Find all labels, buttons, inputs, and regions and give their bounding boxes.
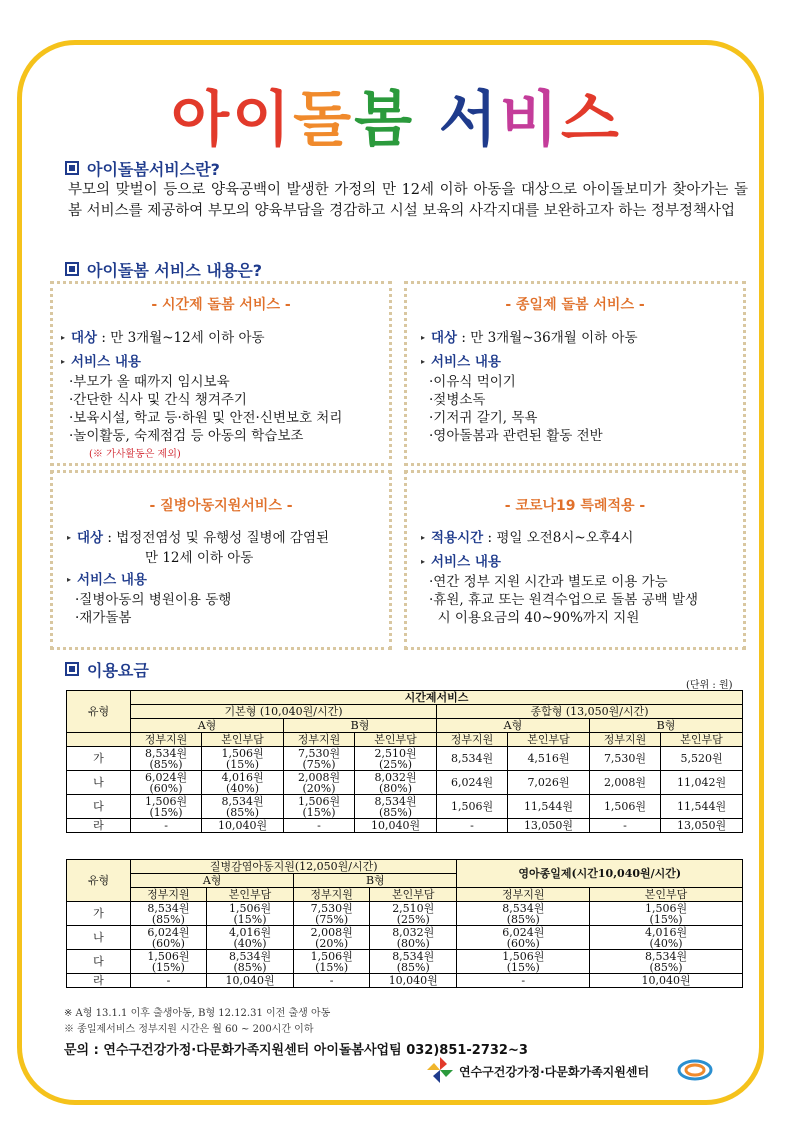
sick-infant-fee-table: [66, 859, 743, 988]
row-type-label: 가: [67, 747, 131, 771]
fee-cell: -: [589, 819, 660, 833]
type-a-header: A형: [131, 874, 294, 888]
covid-special-box: [404, 470, 746, 650]
fee-cell: -: [457, 974, 590, 988]
fee-cell: 2,008원: [589, 771, 660, 795]
service-label: 서비스 내용: [431, 554, 501, 570]
fee-cell: 6,024원 (60%): [457, 926, 590, 950]
intro-paragraph: 부모의 맞벌이 등으로 양육공백이 발생한 가정의 만 12세 이하 아동을 대상으로 아이돌보미가 찾아가는 돌봄 서비스를 제공하여 부모의 양육부담을 경감하고 시설 보육의 사각지대를 보완하고자 하는 정부정책사업: [68, 182, 748, 219]
gov-support-header: 정부지원: [436, 733, 507, 747]
hourly-care-box: [50, 281, 392, 466]
table-row: [67, 771, 743, 795]
triangle-bullet-icon: ▸: [61, 333, 66, 342]
target-label: 대상: [71, 330, 98, 346]
table-row: [67, 926, 743, 950]
fee-cell: 6,024원: [436, 771, 507, 795]
fee-cell: 8,534원 (85%): [206, 950, 293, 974]
page-title: [0, 85, 793, 155]
list-item: ·연간 정부 지원 시간과 별도로 이용 가능: [429, 574, 668, 590]
row-type-label: 다: [67, 795, 131, 819]
list-item: ·영아돌봄과 관련된 활동 전반: [429, 428, 603, 444]
row-type-label: 라: [67, 819, 131, 833]
fee-cell: 7,026원: [508, 771, 590, 795]
fee-cell: 10,040원: [590, 974, 743, 988]
type-header: 유형: [67, 860, 131, 902]
unit-label: (단위 : 원): [686, 680, 733, 691]
fee-cell: 1,506원: [436, 795, 507, 819]
fee-cell: 10,040원: [202, 819, 284, 833]
fee-cell: -: [283, 819, 354, 833]
pinwheel-logo-icon: [425, 1055, 455, 1085]
fee-cell: 8,534원 (85%): [590, 950, 743, 974]
type-a-header: A형: [131, 719, 284, 733]
triangle-bullet-icon: ▸: [61, 357, 66, 366]
fee-cell: 2,008원 (20%): [283, 771, 354, 795]
section-heading-text: 아이돌봄서비스란?: [87, 160, 220, 179]
list-item: ·부모가 올 때까지 임시보육: [69, 374, 230, 390]
list-item: 시 이용요금의 40~90%까지 지원: [429, 610, 640, 626]
list-item: ·휴원, 휴교 또는 원격수업으로 돌봄 공백 발생: [429, 592, 699, 608]
table-row: [67, 902, 743, 926]
fee-cell: 1,506원 (15%): [294, 950, 370, 974]
fee-cell: 4,016원 (40%): [206, 926, 293, 950]
type-b-header: B형: [283, 719, 436, 733]
target-label: 대상: [77, 530, 104, 546]
gov-support-header: 정부지원: [131, 888, 207, 902]
fee-cell: 1,506원 (15%): [457, 950, 590, 974]
gov-support-header: 정부지원: [457, 888, 590, 902]
fee-cell: 1,506원 (15%): [206, 902, 293, 926]
fee-cell: 7,530원: [589, 747, 660, 771]
fee-cell: 1,506원 (15%): [131, 795, 202, 819]
box-title: - 종일제 돌봄 서비스 -: [505, 297, 645, 313]
list-item: ·기저귀 갈기, 목욕: [429, 410, 538, 426]
type-b-header: B형: [589, 719, 742, 733]
target-text: : 만 3개월~12세 이하 아동: [101, 330, 265, 346]
triangle-bullet-icon: ▸: [421, 557, 426, 566]
title-char: 봄: [354, 85, 416, 155]
table-row: [67, 819, 743, 833]
self-pay-header: 본인부담: [206, 888, 293, 902]
fee-cell: 11,544원: [661, 795, 743, 819]
center-logo: [425, 1055, 725, 1085]
fee-cell: 2,510원 (25%): [355, 747, 437, 771]
triangle-bullet-icon: ▸: [67, 575, 72, 584]
box-title: - 질병아동지원서비스 -: [149, 498, 293, 514]
title-char: 이: [232, 85, 294, 155]
fee-cell: 8,032원 (80%): [355, 771, 437, 795]
fee-cell: 8,534원: [436, 747, 507, 771]
list-item: ·젖병소독: [429, 392, 486, 408]
type-a-header: A형: [436, 719, 589, 733]
table-row: [67, 747, 743, 771]
square-bullet-icon: [65, 161, 79, 175]
section-heading-text: 아이돌봄 서비스 내용은?: [87, 261, 262, 280]
infant-fullday-header: 영아종일제(시간10,040원/시간): [457, 860, 743, 888]
fee-cell: 7,530원 (75%): [294, 902, 370, 926]
support-hours-note: ※ 종일제서비스 정부지원 시간은 월 60 ~ 200시간 이하: [64, 1024, 314, 1035]
fee-cell: 11,544원: [508, 795, 590, 819]
table-row: [67, 795, 743, 819]
fee-cell: 13,050원: [508, 819, 590, 833]
fee-cell: 4,016원 (40%): [590, 926, 743, 950]
sick-child-header: 질병감염아동지원(12,050원/시간): [131, 860, 457, 874]
type-header: 유형: [67, 691, 131, 733]
target-text: : 법정전염성 및 유행성 질병에 감염된: [107, 530, 330, 546]
table-row: [67, 950, 743, 974]
gov-support-header: 정부지원: [283, 733, 354, 747]
self-pay-header: 본인부담: [202, 733, 284, 747]
fee-cell: 1,506원 (15%): [283, 795, 354, 819]
swirl-logo-icon: [677, 1059, 713, 1081]
row-type-label: 나: [67, 926, 131, 950]
list-item: ·간단한 식사 및 간식 챙겨주기: [69, 392, 247, 408]
contact-info: 문의 : 연수구건강가정·다문화가족지원센터 아이돌봄사업팀 032)851-2732~3: [64, 1043, 528, 1058]
fee-cell: 10,040원: [206, 974, 293, 988]
section-heading-fees: [65, 658, 149, 681]
fee-cell: 11,042원: [661, 771, 743, 795]
square-bullet-icon: [65, 262, 79, 276]
service-label: 서비스 내용: [431, 354, 501, 370]
triangle-bullet-icon: ▸: [421, 333, 426, 342]
fullday-care-box: [404, 281, 746, 466]
section-heading-content: [65, 258, 262, 281]
row-type-label: 가: [67, 902, 131, 926]
fee-cell: -: [436, 819, 507, 833]
fee-cell: 8,534원 (85%): [202, 795, 284, 819]
fee-cell: 8,534원 (85%): [131, 902, 207, 926]
row-type-label: 다: [67, 950, 131, 974]
logo-text: 연수구건강가정·다문화가족지원센터: [459, 1065, 650, 1079]
fee-cell: 13,050원: [661, 819, 743, 833]
fee-cell: -: [131, 819, 202, 833]
triangle-bullet-icon: ▸: [421, 357, 426, 366]
title-char: [415, 85, 439, 155]
self-pay-header: 본인부담: [661, 733, 743, 747]
exclusion-note: (※ 가사활동은 제외): [89, 449, 181, 460]
combo-type-header: 종합형 (13,050원/시간): [436, 705, 742, 719]
fee-cell: 5,520원: [661, 747, 743, 771]
type-header-spacer: [67, 733, 131, 747]
list-item: ·이유식 먹이기: [429, 374, 516, 390]
section-heading-about: [65, 157, 220, 180]
box-title: - 코로나19 특례적용 -: [504, 498, 646, 514]
service-label: 서비스 내용: [71, 354, 141, 370]
gov-support-header: 정부지원: [589, 733, 660, 747]
hourly-service-header: 시간제서비스: [131, 691, 743, 705]
birth-date-note: ※ A형 13.1.1 이후 출생아동, B형 12.12.31 이전 출생 아동: [64, 1008, 331, 1019]
fee-cell: -: [294, 974, 370, 988]
table-row: [67, 974, 743, 988]
fee-cell: 2,510원 (25%): [370, 902, 457, 926]
basic-type-header: 기본형 (10,040원/시간): [131, 705, 437, 719]
list-item: ·보육시설, 학교 등·하원 및 안전·신변보호 처리: [69, 410, 343, 426]
target-text: : 만 3개월~36개월 이하 아동: [461, 330, 638, 346]
row-type-label: 라: [67, 974, 131, 988]
target-label: 적용시간: [431, 530, 484, 546]
sick-child-box: [50, 470, 392, 650]
fee-cell: 8,534원 (85%): [355, 795, 437, 819]
fee-cell: 8,032원 (80%): [370, 926, 457, 950]
fee-cell: 10,040원: [355, 819, 437, 833]
self-pay-header: 본인부담: [355, 733, 437, 747]
fee-cell: 10,040원: [370, 974, 457, 988]
square-bullet-icon: [65, 662, 79, 676]
self-pay-header: 본인부담: [508, 733, 590, 747]
fee-cell: 4,516원: [508, 747, 590, 771]
target-label: 대상: [431, 330, 458, 346]
triangle-bullet-icon: ▸: [67, 533, 72, 542]
list-item: ·재가돌봄: [75, 610, 132, 626]
title-char: 스: [560, 85, 622, 155]
self-pay-header: 본인부담: [590, 888, 743, 902]
target-text: : 평일 오전8시~오후4시: [487, 530, 634, 546]
fee-cell: 1,506원 (15%): [202, 747, 284, 771]
title-char: 돌: [293, 85, 355, 155]
fee-cell: 1,506원 (15%): [131, 950, 207, 974]
self-pay-header: 본인부담: [370, 888, 457, 902]
fee-cell: 1,506원 (15%): [590, 902, 743, 926]
fee-cell: 6,024원 (60%): [131, 926, 207, 950]
fee-cell: -: [131, 974, 207, 988]
type-b-header: B형: [294, 874, 457, 888]
title-char: 비: [499, 85, 561, 155]
fee-cell: 8,534원 (85%): [370, 950, 457, 974]
gov-support-header: 정부지원: [131, 733, 202, 747]
fee-cell: 8,534원 (85%): [457, 902, 590, 926]
fee-cell: 2,008원 (20%): [294, 926, 370, 950]
target-text-continued: 만 12세 이하 아동: [145, 550, 254, 566]
fee-cell: 1,506원: [589, 795, 660, 819]
gov-support-header: 정부지원: [294, 888, 370, 902]
section-heading-text: 이용요금: [87, 661, 149, 680]
title-char: 서: [438, 85, 500, 155]
box-title: - 시간제 돌봄 서비스 -: [151, 297, 291, 313]
list-item: ·질병아동의 병원이용 동행: [75, 592, 232, 608]
fee-cell: 6,024원 (60%): [131, 771, 202, 795]
title-char: 아: [171, 85, 233, 155]
fee-cell: 7,530원 (75%): [283, 747, 354, 771]
hourly-fee-table: [66, 690, 743, 833]
row-type-label: 나: [67, 771, 131, 795]
fee-cell: 4,016원 (40%): [202, 771, 284, 795]
fee-cell: 8,534원 (85%): [131, 747, 202, 771]
triangle-bullet-icon: ▸: [421, 533, 426, 542]
list-item: ·놀이활동, 숙제점검 등 아동의 학습보조: [69, 428, 304, 444]
service-label: 서비스 내용: [77, 572, 147, 588]
